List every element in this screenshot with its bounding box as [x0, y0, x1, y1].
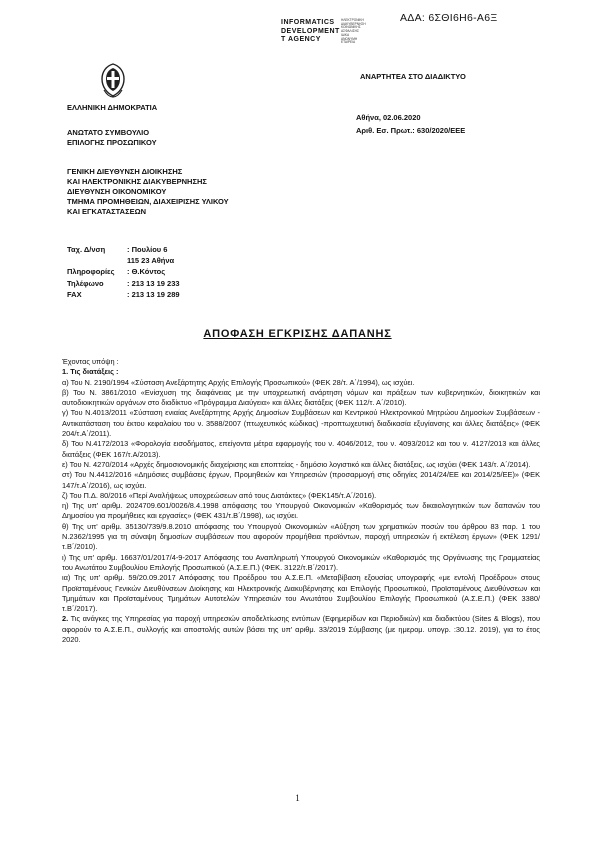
contact-label: [67, 255, 127, 266]
document-title: ΑΠΟΦΑΣΗ ΕΓΚΡΙΣΗΣ ΔΑΠΑΝΗΣ: [203, 328, 392, 340]
section-heading: 1. Τις διατάξεις :: [62, 367, 119, 377]
contact-value: : Πουλίου 6: [127, 245, 168, 254]
protocol-number: Αριθ. Εσ. Πρωτ.: 630/2020/ΕΕΕ: [356, 126, 466, 135]
contact-row: [67, 244, 180, 255]
dept-line: ΔΙΕΥΘΥΝΣΗ ΟΙΚΟΝΟΜΙΚΟΥ: [67, 187, 167, 196]
dept-line: ΓΕΝΙΚΗ ΔΙΕΥΘΥΝΣΗ ΔΙΟΙΚΗΣΗΣ: [67, 167, 183, 176]
contact-value: 115 23 Αθήνα: [127, 256, 175, 266]
document-date: Αθήνα, 02.06.2020: [356, 113, 421, 122]
state-name: ΕΛΛΗΝΙΚΗ ΔΗΜΟΚΡΑΤΙΑ: [67, 103, 158, 112]
idika-logo-text: [281, 19, 340, 45]
idika-line: T AGENCY: [281, 36, 321, 44]
idika-small-line: ΕΤΑΙΡΕΙΑ: [341, 40, 356, 45]
document-body: [62, 357, 540, 645]
contact-label: Πληροφορίες: [67, 267, 115, 277]
idika-logo-small-text: [341, 19, 366, 45]
idika-small-line: ΔΙΑΚΥΒΕΡΝΗΣΗ: [341, 21, 366, 26]
idika-small-line: ΗΛΕΚΤΡΟΝΙΚΗ: [341, 18, 364, 22]
provision-paragraph: ι) Της υπ' αριθμ. 16637/01/2017/4-9-2017 Απόφασης του Αναπληρωτή Υπουργού Οικονομικών «Καθορισμός της Οργάνωσης της Γραμματείας του Ανωτάτου Συμβουλίου Επιλογής Προσωπικού (Α.Σ.Ε.Π.) (ΦΕΚ. 3122/τ.Β΄/2017).: [62, 552, 540, 572]
needs-paragraph: [62, 614, 540, 645]
contact-row: [67, 278, 180, 289]
dept-line: ΤΜΗΜΑ ΠΡΟΜΗΘΕΙΩΝ, ΔΙΑΧΕΙΡΙΣΗΣ ΥΛΙΚΟΥ: [67, 197, 229, 206]
ada-code: ΑΔΑ: 6ΣΘΙ6Η6-Α6Ξ: [400, 12, 498, 24]
contact-value: : 213 13 19 233: [127, 278, 180, 288]
idika-small-line: ΑΣΦΑΛΙΣΗΣ: [341, 29, 359, 34]
dept-line: ΚΑΙ ΗΛΕΚΤΡΟΝΙΚΗΣ ΔΙΑΚΥΒΕΡΝΗΣΗΣ: [67, 177, 207, 186]
contact-block: [67, 244, 180, 300]
contact-label: Ταχ. Δ/νση: [67, 245, 106, 254]
contact-row: [67, 255, 180, 266]
provision-paragraph: ζ) Του Π.Δ. 80/2016 «Περί Αναλήψεως υποχρεώσεων από τους Διατάκτες» (ΦΕΚ145/τ.Α΄/2016).: [62, 490, 377, 500]
needs-text: Τις ανάγκες της Υπηρεσίας για παροχή υπηρεσιών αποδελτίωσης εντύπων (Εφημερίδων και Περιοδικών) και διαδικτύου (Sites & Blogs), που αφορούν το Α.Σ.Ε.Π., συλλογής και αποστολής αυτών βάσει της υπ' αριθμ. 33/2019 Σύμβασης (με ημερομ. υπογρ. :30.12. 2019), για το έτος 2020.: [62, 614, 540, 645]
contact-row: [67, 289, 180, 300]
contact-row: [67, 266, 180, 277]
provision-paragraph: η) Της υπ' αριθμ. 2024709.601/0026/8.4.1998 απόφασης του Υπουργού Οικονομικών «Καθορισμός των δικαιολογητικών των δαπανών του Δημοσίου για προμήθειες και εργασίες» (ΦΕΚ 431/τ.Β΄/1998), ως ισχύει.: [62, 501, 540, 521]
idika-small-line: ΑΝΩΝΥΜΗ: [341, 36, 358, 41]
posting-notice: ΑΝΑΡΤΗΤΕΑ ΣΤΟ ΔΙΑΔΙΚΤΥΟ: [360, 72, 466, 81]
council-line: ΕΠΙΛΟΓΗΣ ΠΡΟΣΩΠΙΚΟΥ: [67, 138, 157, 147]
paragraph-number: 2.: [62, 614, 69, 624]
provision-paragraph: δ) Του Ν.4172/2013 «Φορολογία εισοδήματος, επείγοντα μέτρα εφαρμογής του ν. 4046/2012, του ν. 4093/2012 και του ν. 4127/2013 και άλλες διατάξεις (ΦΕΚ 167/τ.Α/2013).: [62, 439, 540, 459]
council-block: [67, 128, 157, 148]
provision-paragraph: α) Του Ν. 2190/1994 «Σύσταση Ανεξάρτητης Αρχής Επιλογής Προσωπικού» (ΦΕΚ 28/τ. Α΄/1994), ως ισχύει.: [62, 377, 415, 387]
department-block: [67, 167, 229, 217]
idika-line: DEVELOPMENT: [281, 27, 340, 35]
greek-emblem-icon: [98, 62, 128, 98]
idika-small-line: ΙΔΙΚΑ: [341, 32, 350, 37]
idika-line: INFORMATICS: [281, 19, 335, 26]
contact-value: : 213 13 19 289: [127, 289, 180, 299]
provision-paragraph: γ) Του Ν.4013/2011 «Σύσταση ενιαίας Ανεξάρτητης Αρχής Δημοσίων Συμβάσεων και Κεντρικού Ηλεκτρονικού Μητρώου Δημοσίων Συμβάσεων - Αντικατάσταση του έκτου κεφαλαίου του ν. 3588/2007 (πτωχευτικός κώδικας) -προπτωχευτική διαδικασία εξυγίανσης και άλλες διατάξεις» (ΦΕΚ 204/τ.Α΄/2011).: [62, 408, 540, 439]
provision-paragraph: ε) Του Ν. 4270/2014 «Αρχές δημοσιονομικής διαχείρισης και εποπτείας - δημόσιο λογιστικό και άλλες διατάξεις, ως ισχύει (ΦΕΚ 143/τ. Α΄/2014).: [62, 459, 531, 469]
contact-label: FAX: [67, 289, 82, 299]
page-number: 1: [295, 793, 300, 803]
intro-line: Έχοντας υπόψη :: [62, 357, 119, 366]
provision-paragraph: ια) Της υπ' αριθμ. 59/20.09.2017 Απόφασης του Προέδρου του Α.Σ.Ε.Π. «Μεταβίβαση εξουσίας υπογραφής «με εντολή Προέδρου» στους Προϊσταμένους Γενικών Διευθύνσεων Διοίκησης και Ηλεκτρονικής Διακυβέρνησης και Επιλογής Προσωπικού, Προϊσταμένους Διευθύνσεων και Τμημάτων και Προϊσταμένους Τμημάτων Αυτοτελών Υπηρεσιών του Ανωτάτου Συμβουλίου Επιλογής Προσωπικού (Α.Σ.Ε.Π.) (ΦΕΚ 3380/τ.Β΄/2017).: [62, 573, 540, 614]
dept-line: ΚΑΙ ΕΓΚΑΤΑΣΤΑΣΕΩΝ: [67, 207, 147, 216]
idika-small-line: ΚΟΙΝΩΝΙΚΗΣ: [341, 25, 361, 30]
provision-paragraph: β) Του Ν. 3861/2010 «Ενίσχυση της διαφάνειας με την υποχρεωτική ανάρτηση νόμων και πράξεων των κυβερνητικών, διοικητικών και αυτοδιοικητικών οργάνων στο διαδίκτυο «Πρόγραμμα Διαύγεια» και άλλες διατάξεις (ΦΕΚ 112/τ. Α΄/2010).: [62, 387, 540, 408]
contact-label: Τηλέφωνο: [67, 278, 104, 288]
provision-paragraph: θ) Της υπ' αριθμ. 35130/739/9.8.2010 απόφασης του Υπουργού Οικονομικών «Αύξηση των χρηματικών ποσών του άρθρου 83 παρ. 1 του Ν.2362/1995 για τη σύναψη δημοσίων συμβάσεων που αφορούν προμήθεια προϊόντων, παροχή υπηρεσιών ή εκτέλεση έργων» (ΦΕΚ 1291/τ.Β΄/2010).: [62, 521, 540, 552]
contact-value: : Θ.Κόντος: [127, 267, 166, 277]
provision-paragraph: στ) Του Ν.4412/2016 «Δημόσιες συμβάσεις έργων, Προμηθειών και Υπηρεσιών (προσαρμογή στις οδηγίες 2014/24/ΕΕ και 2014/25/ΕΕ)» (ΦΕΚ 147/τ.Α΄/2016), ως ισχύει.: [62, 470, 540, 490]
council-line: ΑΝΩΤΑΤΟ ΣΥΜΒΟΥΛΙΟ: [67, 128, 150, 137]
